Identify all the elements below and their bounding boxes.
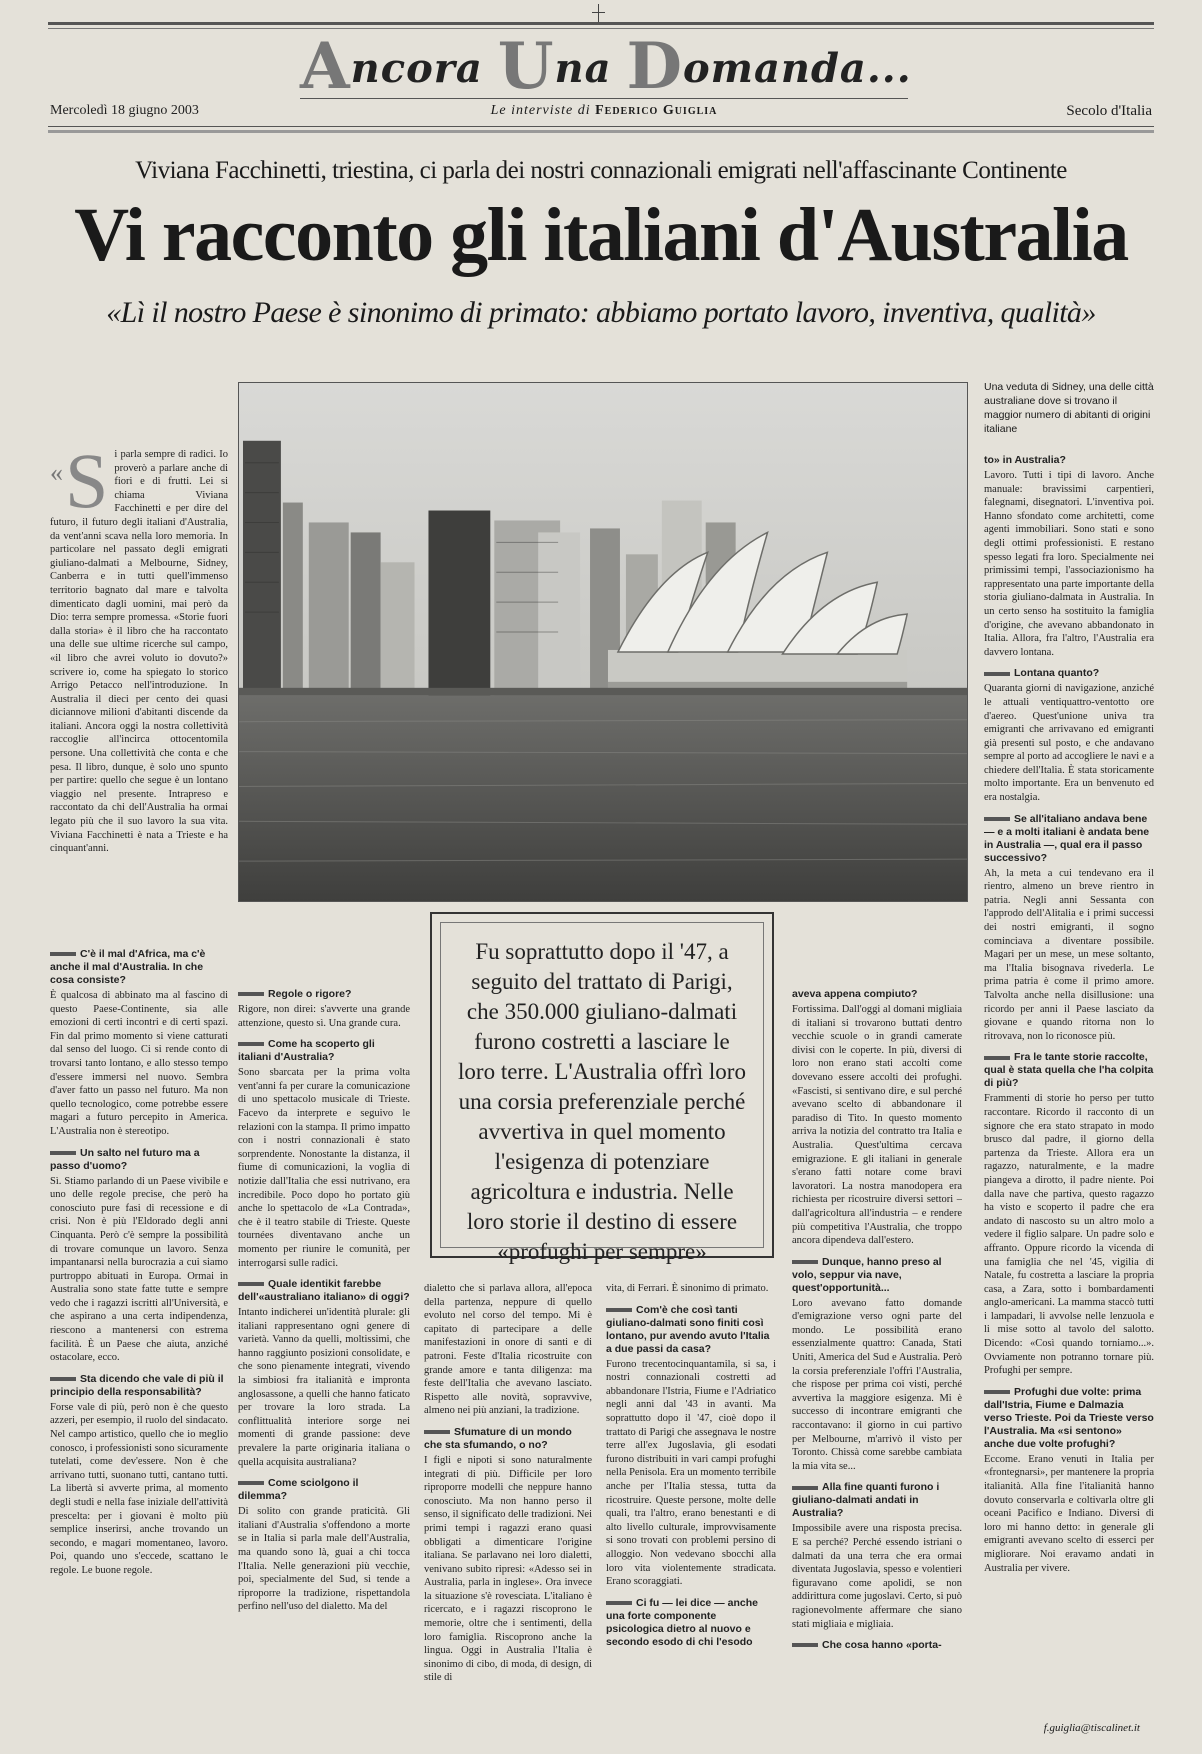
qa-block <box>984 454 1154 659</box>
question: Dunque, hanno preso al volo, seppur via nave, quest'opportunità... <box>792 1255 942 1294</box>
question: Sfumature di un mondo che sta sfumando, o no? <box>424 1425 572 1451</box>
header-rule <box>48 126 1154 127</box>
sydney-photo <box>238 382 968 902</box>
pull-quote-text: Fu soprattutto dopo il '47, a seguito del trattato di Parigi, che 350.000 giuliano-dalmati furono costretti a lasciare le loro terre. L'Australia offrì loro una corsia preferenziale perché avvertiva in quel momento l'esigenza di potenziare agricoltura e industria. Nelle loro storie il destino di essere «profughi per sempre» <box>440 922 764 1248</box>
header-rule-thick <box>48 130 1154 133</box>
top-rule <box>48 22 1154 25</box>
answer: Di solito con grande praticità. Gli italiani d'Australia s'offendono a morte se in Italia si parla male dell'Australia, ma quando sono là, guai a chi tocca l'Italia. Nelle generazioni più vecchie, poi, specialmente del Sud, si tende a riproporre la tradizione, rispettandola perfino nell'uso del dialetto. Ma del <box>238 1506 410 1613</box>
answer: Sono sbarcata per la prima volta vent'anni fa per curare la comunicazione di uno spettacolo musicale di Trieste. Facevo da interprete e seguivo le relazioni con la stampa. Il primo impatto con i nostri connazionali è stato sorprendente. Nonostante la distanza, il fiume di comunicazioni, la voglia di notizie dall'Italia che essi nutrivano, era incredibile. Poco dopo ho portato giù anche lo spettacolo de «La Contrada», che è il teatro stabile di Trieste. Queste tournées diventavano anche un momento per riunire le comunità, per interrogarsi sulle radici. <box>238 1067 410 1269</box>
qa-block <box>50 948 228 1139</box>
question: to» in Australia? <box>984 454 1066 466</box>
question: Lontana quanto? <box>984 667 1154 680</box>
registration-mark <box>598 4 599 22</box>
drop-cap: S <box>65 448 109 524</box>
qa-block <box>238 1477 410 1614</box>
qa-block <box>792 1639 962 1652</box>
qa-block <box>792 1256 962 1474</box>
qa-block <box>50 1147 228 1365</box>
answer: Loro avevano fatto domande d'emigrazione verso ogni parte del mondo. Le possibilità erano essenzialmente quattro: Canada, Stati Uniti, America del Sud e Australia. Però la corsia preferenziale l'offrì l'Australia, che rispose per prima coi visti, perché avvertiva la maggiore esigenza. Mi è successo di incontrare emigranti che raccontavano: il giorno in cui partivo per Melbourne, m'arrivò il visto per Toronto. Chissà come sarebbe cambiata la mia vita se... <box>792 1297 962 1472</box>
qa-block <box>606 1597 776 1649</box>
question: Come ha scoperto gli italiani d'Australia? <box>238 1038 375 1064</box>
article-column-1 <box>50 448 228 936</box>
qa-block <box>984 667 1154 804</box>
answer: Eccome. Erano venuti in Italia per «frontegnarsi», per mantenere la propria italianità. Alla fine l'italianità hanno dovuto conservarla e coltivarla oltre gli oceani Pacifico e Indiano. Diversi di loro mi hanno detto: in generale gli emigranti avevano scelto di esserci per migliorare. Noi eravamo andati in Australia per vivere. <box>984 1453 1154 1574</box>
question: Profughi due volte: prima dall'Istria, Fiume e Dalmazia verso Trieste. Poi da Trieste verso l'Australia. Ma «si sentono» anche due volte profughi? <box>984 1385 1154 1450</box>
question: Che cosa hanno «porta- <box>792 1639 962 1652</box>
qa-block <box>238 988 410 1030</box>
top-rule-thin <box>48 28 1154 29</box>
answer: Fortissima. Dall'oggi al domani migliaia di italiani si trovarono buttati dentro vecchie scuole o in grandi camerate divisi con le coperte. In più, diversi di loro non erano stati accolti come dovevano essere accolti dei profughi. «Fascisti, si sentivano dire, e sul perché avevano scelto di abbandonare il paradiso di Tito. In questo momento arriva la notizia del contratto tra Italia e Australia. Quest'ultima cercava emigrazione. E gli italiani in generale s'erano fatti notare come bravi lavoratori. La nostra manodopera era richiesta per ricostruire diversi settori – dall'agricoltura all'industria – e rendere più competitiva l'Australia, che troppo ancora dipendeva dall'estero. <box>792 1004 962 1247</box>
section-masthead <box>300 29 912 126</box>
answer: È qualcosa di abbinato ma al fascino di questo Paese-Continente, sia alle emozioni di certi incontri e di certi spazi. Fin dal primo momento si viene catturati dal senso del luogo. Ci si rende conto di trovarsi tanto lontano, e allo stesso tempo d'essere immersi nel nuovo. Sembra d'aver fatto un passo nel futuro. Ma non quello tecnologico, come potrebbe essere magari a futuro percepito in America. L'Australia non è stereotipo. <box>50 990 228 1137</box>
registration-mark-cross <box>592 12 605 13</box>
question: Se all'italiano andava bene — e a molti italiani è andata bene in Australia —, qual era il passo successivo? <box>984 812 1150 864</box>
answer: Rigore, non direi: s'avverte una grande attenzione, questo sì. Una grande cura. <box>238 1004 410 1029</box>
qa-block <box>792 1481 962 1631</box>
pull-quote-box <box>430 912 774 1264</box>
question: Com'è che così tanti giuliano-dalmati sono finiti così lontano, pur avendo avuto l'Italia a due passi da casa? <box>606 1303 770 1355</box>
intro-text: i parla sempre di radici. Io proverò a parlare anche di fiori e di frutti. Lei si chiama Viviana Facchinetti e per dire del futuro, il futuro degli italiani d'Australia, da vent'anni scava nella loro memoria. In particolare nel passato degli emigrati giuliano-dalmati a Melbourne, Sidney, Canberra e in tutti quell'immenso territorio bagnato dal mare e talvolta dimenticato dagli uomini, mai però da Dio: terra sempre promessa. «Storie fuori dalla storia» è il libro che ha raccontato una delle sue ultime ricerche sul campo, «il libro che avrei voluto io dovuto?» scrivere io, come ha spiegato lo storico Arrigo Petacco nell'introduzione. In Australia il dieci per cento dei quasi diciannove milioni d'abitanti discende da italiani. Ancora oggi la nostra collettività raccoglie all'incirca ottocentomila persone. Una collettività che conta e che pesa. Il libro, dunque, è solo uno spunto per partire: quello che segue è un lontano viaggio nel presente. Intrapreso e raccontato da chi dell'Australia ha ormai legato più che il suo lavoro la sua vita. Viviana Facchinetti è nata a Trieste e ha cinquant'anni. <box>50 449 228 855</box>
qa-block <box>424 1426 592 1685</box>
question: C'è il mal d'Africa, ma c'è anche il mal d'Australia. In che cosa consiste? <box>50 948 206 986</box>
answer: vita, di Ferrari. È sinonimo di primato. <box>606 1283 769 1294</box>
photo-caption: Una veduta di Sidney, una delle città australiane dove si trovano il maggior numero di abitanti di origini italiane <box>984 381 1154 435</box>
article-column-2 <box>238 980 410 1744</box>
question: Regole o rigore? <box>238 988 410 1001</box>
answer: Ah, la meta a cui tendevano era il rientro, almeno un breve rientro in patria. Negli anni Sessanta con l'approdo dell'Alitalia e i primi successi dei nostri emigranti, il sogno cominciava a diventare possibile. Magari per un mese, un mese soltanto, ma l'Italia bisognava rivederla. Le prima patria è come il primo amore. Talvolta anche nella disillusione: una ricordo per anni il Paese lasciato da giovane e quando ritorna non lo ritrovava, non lo riconosce più. <box>984 867 1154 1042</box>
qa-block <box>792 988 962 1248</box>
answer: Impossibile avere una risposta precisa. E sa perché? Perché essendo istriani o dalmati da una terra che era ormai diventata Jugoslavia, spesso e volentieri figuravano come apolidi, se non addirittura come jugoslavi. Certo, si può ragionevolmente affermare che siano stati migliaia e migliaia. <box>792 1523 962 1630</box>
answer: Frammenti di storie ho perso per tutto raccontare. Ricordo il racconto di un signore che era stato strapato in modo brusco dal padre, il giorno della partenza da Trieste. Allora era un ragazzo, naturalmente, e la madre piangeva a dirotto, il padre niente. Poi dalla nave che partiva, questo ragazzo ha visto e scoperto il padre che era andato di nascosto su un altro molo a vedere il figlio salpare. Un padre solo e affranto. Oppure ricordo la vicenda di una famiglia che nel '45, vigilia di Natale, fu costretta a lasciare la propria casa, a Zara, sotto i bombardamenti anglo-americani. La mamma staccò tutti i lampadari, li avvolse nelle lenzuola e li mise sotto al tavolo del salotto. Dicendo: «Così quando torniamo...». Ovviamente non potranno tornare più. Profughi per sempre. <box>984 1093 1154 1377</box>
qa-block <box>984 1051 1154 1377</box>
question: Ci fu — lei dice — anche una forte componente psicologica dietro al nuovo e secondo esodo di chi l'esodo <box>606 1596 758 1648</box>
author-email: f.guiglia@tiscalinet.it <box>1043 1722 1140 1734</box>
question: Alla fine quanti furono i giuliano-dalmati andati in Australia? <box>792 1481 940 1520</box>
answer: Sì. Stiamo parlando di un Paese vivibile e uno delle regole precise, che però ha conosciuto pure fasi di recessione e di crisi. Non è più l'Eldorado degli anni Cinquanta. Però c'è sempre la possibilità di trovare comunque un lavoro. Senza impantanarsi nella burocrazia a cui siamo purtroppo abituati in Europa. Ormai in Australia sono state fatte tutte e sempre vedo che i ragazzi iscritti all'Università, e che aspirano a una certa indipendenza, riescono a mantenersi con estrema facilità. È un Paese che aiuta, anziché ostacolare, ecco. <box>50 1175 228 1364</box>
qa-block <box>238 1038 410 1270</box>
question: Come sciolgono il dilemma? <box>238 1477 359 1503</box>
series-title: Ancora Una Domanda... <box>300 29 912 104</box>
article-column-4 <box>606 1282 776 1744</box>
qa-block <box>606 1304 776 1589</box>
answer: I figli e nipoti si sono naturalmente integrati di più. Difficile per loro riproporre modelli che neppure hanno conosciuto. Ma non hanno perso il senso, il significato delle tradizioni. Nei primi tempi i ragazzi erano quasi obbligati a dimenticare l'origine italiana. Se parlavano nei loro dialetti, venivano subito ripresi: «Adesso sei in Australia, parla in inglese». Ora invece la situazione s'è rovesciata. L'italiano è ricercato, e i ragazzi riscoprono le memorie, oltre che i sentimenti, della loro famiglia. Riscoprono anche la lingua. Oggi in Australia l'Italia è sinonimo di cibo, di moda, di design, di stile di <box>424 1454 592 1684</box>
series-byline: Le interviste di Federico Guiglia <box>300 98 908 119</box>
article-column-3 <box>424 1282 592 1744</box>
opening-quote: « <box>50 458 63 487</box>
dateline: Mercoledì 18 giugno 2003 <box>50 103 199 118</box>
qa-block <box>984 1386 1154 1575</box>
article-column-1-lower <box>50 940 228 1740</box>
article-subhead: «Lì il nostro Paese è sinonimo di primato: abbiamo portato lavoro, inventiva, qualità» <box>106 296 1096 329</box>
question: aveva appena compiuto? <box>792 988 918 1000</box>
question: Sta dicendo che vale di più il principio della responsabilità? <box>50 1372 224 1398</box>
answer: dialetto che si parlava allora, all'epoca della partenza, neppure di quello evoluto nel corso del tempo. Mi è capitato di partecipare a delle manifestazioni in onore di santi e di patroni. Feste d'Italia ricostruite con grande amore e tanta diligenza: ma feste dell'Italia che avevano lasciato. Rispetto alle novità, sopravvive, almeno nei più anziani, la tradizione. <box>424 1283 592 1417</box>
article-column-5 <box>792 980 962 1744</box>
answer: Quaranta giorni di navigazione, anziché le attuali ventiquattro-ventotto ore d'aereo. Quest'unione univa tra emigranti che arrivavano ed emigranti già presenti sul posto, e che andavano sempre al porto ad accogliere le navi e a chiedere dell'Italia. È stata storicamente molto importante. Era un benvenuto ed era nostalgia. <box>984 683 1154 804</box>
newspaper-name: Secolo d'Italia <box>1066 103 1152 119</box>
qa-block <box>50 1373 228 1578</box>
answer: Furono trecentocinquantamila, si sa, i nostri connazionali costretti ad abbandonare l'Istria, Fiume e l'Adriatico negli anni dal '43 in avanti. Ma soprattutto dopo il '47, cioè dopo il trattato di Parigi che assegnava le nostre terre all'ex Jugoslavia, gli esodati furono distribuiti in vari campi profughi nella Penisola. Era un momento terribile anche per l'Italia stessa, tutta da ricostruire. Queste persone, molte delle quali, tra l'altro, erano benestanti e di alto livello culturale, improvvisamente si sono trovati con problemi persino di alloggio. Non vedevano sbocchi alla loro vita violentemente stradicata. Erano scoraggiati. <box>606 1358 776 1588</box>
intro-paragraph <box>50 448 228 856</box>
answer: Lavoro. Tutti i tipi di lavoro. Anche manuale: bravissimi carpentieri, falegnami, disegnatori. L'inventiva poi. Hanno sfondato come architetti, come agenti immobiliari. Sono stati e sono degli ottimi professionisti. E restano spesso legati fra loro. Specialmente nei primissimi tempi, l'associazionismo ha rappresentato una parte importante della storia giuliano-dalmata in Australia. In un certo senso ha sostituito la famiglia d'origine, che avevano abbandonato in Italia. Allora, fra l'altro, l'Australia era davvero lontana. <box>984 470 1154 658</box>
question: Quale identikit farebbe dell'«australiano italiano» di oggi? <box>238 1278 410 1304</box>
answer: Forse vale di più, però non è che questo azzeri, per esempio, il ruolo del sindacato. Nel campo artistico, quello che io meglio conosco, i professionisti sono sicuramente tutelati, come dev'essere. Non è che arrivano tutti, suonano tutti, cantano tutti. La libertà si avverte prima, al momento degli studi e nella fase iniziale dell'attività prescelta: per i giovani è molto più semplice inserirsi, anche trovando un secondo, e magari momentaneo, lavoro. Poi, quando uno s'eccede, scattano le regole. Le buone regole. <box>50 1401 228 1576</box>
qa-block <box>238 1278 410 1469</box>
article-kicker: Viviana Facchinetti, triestina, ci parla dei nostri connazionali emigrati nell'affascinante Continente <box>135 157 1067 184</box>
qa-block <box>984 813 1154 1044</box>
article-headline: Vi racconto gli italiani d'Australia <box>74 193 1128 277</box>
question: Fra le tante storie raccolte, qual è stata quella che l'ha colpita di più? <box>984 1051 1154 1090</box>
answer: Intanto indicherei un'identità plurale: gli italiani rappresentano ogni genere di varietà. Vanno da quelli, moltissimi, che hanno raggiunto posizioni consolidate, e che sono pienamente integrati, vivendo la simbiosi fra italianità e impronta anglosassone, a quelli che hanno faticato per trovare la loro strada. La conflittualità interiore sorge nei momenti di grande passione: deve prevalere la parte originaria italiana o quella acquisita australiana? <box>238 1307 410 1468</box>
question: Un salto nel futuro ma a passo d'uomo? <box>50 1146 200 1172</box>
article-column-6 <box>984 446 1154 1718</box>
